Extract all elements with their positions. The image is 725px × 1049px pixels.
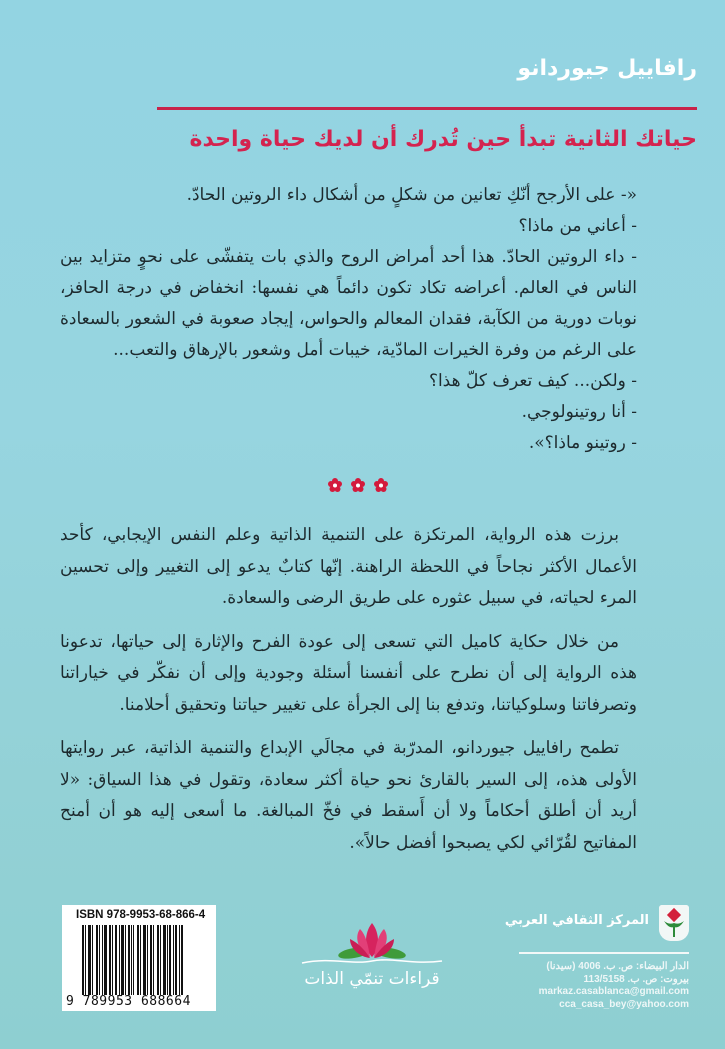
publisher-divider	[519, 952, 689, 954]
address-beirut: بيروت: ص. ب. 113/5158	[583, 973, 689, 985]
author-divider	[157, 107, 697, 110]
publisher-contact	[469, 961, 689, 1011]
barcode-digits: 9 789953 688664	[66, 994, 191, 1009]
isbn-barcode	[62, 905, 216, 1011]
excerpt-line: - داء الروتين الحادّ. هذا أحد أمراض الروح والذي بات يتفشّى على نحوٍ متزايد بين الناس في العالم. أعراضه تكاد تكون دائماً هي نفسها: انخفاض في درجة الحافز، نوبات دورية من الكآبة، فقدان المعالم والحواس، إيجاد صعوبة في الشعور بالسعادة على الرغم من وفرة الخيرات المادّية، خيبات أمل وشعور بالإرهاق والتعب...	[60, 247, 637, 360]
excerpt-line: - أعاني من ماذا؟	[518, 216, 637, 236]
section-separator	[328, 478, 388, 492]
book-description	[60, 520, 637, 871]
barcode-bars	[82, 925, 208, 995]
excerpt-line: - ولكن... كيف تعرف كلّ هذا؟	[428, 371, 637, 391]
flower-ornament-icon	[328, 478, 342, 492]
excerpt-line: - روتينو ماذا؟».	[528, 433, 637, 453]
description-paragraph: برزت هذه الرواية، المرتكزة على التنمية الذاتية وعلم النفس الإيجابي، كأحد الأعمال الأكثر نجاحاً في اللحظة الراهنة. إنّها كتابٌ يدعو إلى التغيير وإلى تحسين المرء لحياته، في سبيل عثوره على طريق الرضى والسعادة.	[60, 525, 637, 608]
tagline: حياتك الثانية تبدأ حين تُدرك أن لديك حياة واحدة	[189, 127, 697, 152]
address-casablanca: الدار البيضاء: ص. ب. 4006 (سيدنا)	[546, 961, 689, 972]
description-paragraph: من خلال حكاية كاميل التي تسعى إلى عودة الفرح والإثارة إلى حياتها، تدعونا هذه الرواية إلى أن نطرح على أنفسنا أسئلة وجودية وإلى أن نفكّر في خياراتنا وتصرفاتنا وسلوكياتنا، وتدفع بنا إلى الجرأة على تغيير حياتنا وتحقيق أحلامنا.	[60, 631, 637, 715]
author-name: رافاييل جيوردانو	[517, 56, 697, 81]
excerpt-line: - أنا روتينولوجي.	[521, 402, 637, 422]
flower-ornament-icon	[351, 478, 365, 492]
lotus-icon	[292, 915, 452, 971]
publisher-name: المركز الثقافي العربي	[504, 913, 649, 928]
series-logo	[292, 915, 452, 1015]
isbn-label: ISBN 978-9953-68-866-4	[76, 909, 206, 921]
email-link[interactable]: markaz.casablanca@gmail.com	[538, 986, 689, 997]
publisher-emblem-icon	[659, 905, 689, 941]
excerpt-quote	[60, 180, 637, 459]
description-paragraph: تطمح رافاييل جيوردانو، المدرّبة في مجالَي الإبداع والتنمية الذاتية، عبر روايتها الأولى هذه، إلى السير بالقارئ نحو حياة أكثر سعادة، وتقول في هذا السياق: «لا أريد أن أطلق أحكاماً ولا أن أَسقط في فخّ المبالغة. ما أسعى إليه هو أن أمنح المفاتيح لقُرّائي لكي يصبحوا أفضل حالاً».	[60, 738, 637, 853]
email-link[interactable]: cca_casa_bey@yahoo.com	[559, 998, 689, 1010]
series-title: قراءات تنمّي الذات	[304, 969, 440, 989]
excerpt-line: «- على الأرجح أنّكِ تعانين من شكلٍ من أشكال داء الروتين الحادّ.	[186, 185, 637, 205]
flower-ornament-icon	[374, 478, 388, 492]
